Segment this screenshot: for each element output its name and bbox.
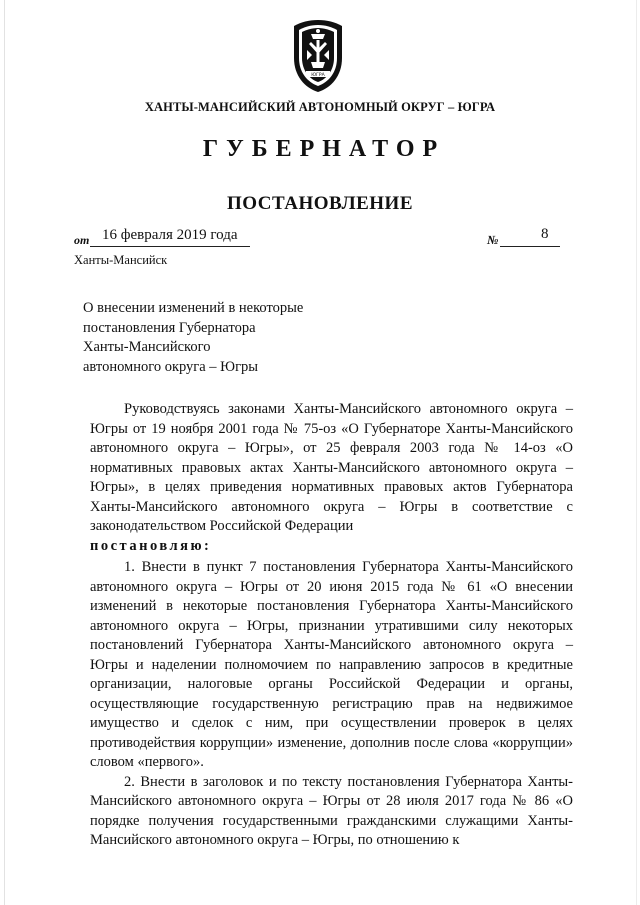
region-name: ХАНТЫ-МАНСИЙСКИЙ АВТОНОМНЫЙ ОКРУГ – ЮГРА [144, 100, 496, 114]
subject-line: автономного округа – Югры [83, 358, 259, 375]
date-prefix: от [74, 233, 90, 247]
document-number: 8 [541, 226, 549, 242]
svg-text:ЮГРА: ЮГРА [311, 73, 325, 78]
subject-line: Ханты-Мансийского [83, 339, 211, 355]
decree-word: постановляю: [90, 537, 212, 554]
document-type: ПОСТАНОВЛЕНИЕ [226, 193, 414, 214]
preamble-paragraph: Руководствуясь законами Ханты-Мансийского автономного округа – Югры от 19 ноября 2001 года № 75-оз «О Губернаторе Ханты-Мансийского автономного округа – Югры», от 25 февраля 2003 года № 14-оз «О нормативных правовых актах Ханты-Мансийского автономного округа – Югры», в целях приведения нормативных правовых актов Губернатора Ханты-Мансийского автономного округа – Югры в соответствие с законодательством Российской Федерации [90, 401, 573, 534]
document-subject [83, 299, 303, 377]
date-underline [90, 246, 250, 247]
subject-line: постановления Губернатора [83, 319, 256, 336]
decree-item-1: 1. Внести в пункт 7 постановления Губернатора Ханты-Мансийского автономного округа – Югры от 20 июня 2015 года № 61 «О внесении изменений в некоторые постановления Губернатора Ханты-Мансийского автономного округа – Югры, признании утратившими силу некоторых постановлений Губернатора Ханты-Мансийского автономного округа – Югры и наделении полномочием по направлению запросов в кредитные организации, налоговые органы Российской Федерации и органы, осуществляющие государственную регистрацию прав на недвижимое имущество и сделок с ним, при осуществлении проверок в целях противодействия коррупции» изменение, дополнив после слова «коррупции» словом «первого». [90, 559, 573, 770]
subject-line: О внесении изменений в некоторые [83, 300, 304, 316]
document-body [90, 400, 573, 851]
document-date: 16 февраля 2019 года [102, 227, 238, 243]
number-prefix: № [487, 233, 499, 247]
decree-item-2: 2. Внести в заголовок и по тексту постановления Губернатора Ханты-Мансийского автономного округа – Югры от 28 июля 2017 года № 86 «О порядке получения государственными гражданскими служащими Ханты-Мансийского автономного округа – Югры, по отношению к [90, 773, 573, 848]
coat-of-arms-icon [287, 18, 349, 94]
number-underline [500, 246, 560, 247]
issue-city: Ханты-Мансийск [74, 253, 168, 267]
issuer-title: ГУБЕРНАТОР [202, 136, 446, 162]
